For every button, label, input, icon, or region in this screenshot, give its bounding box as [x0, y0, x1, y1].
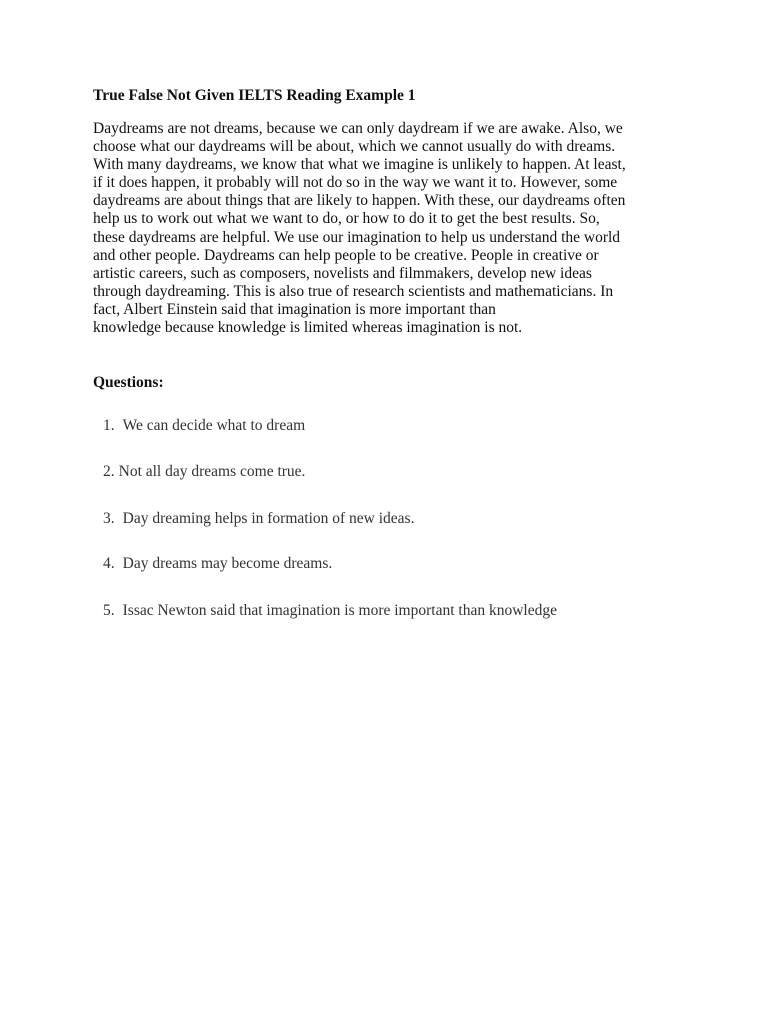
questions-heading: Questions: — [93, 374, 164, 391]
question-item — [103, 417, 305, 435]
passage-line: help us to work out what we want to do, or how to do it to get the best results. So, — [93, 210, 600, 228]
passage-line: Daydreams are not dreams, because we can only daydream if we are awake. Also, we — [93, 120, 623, 137]
question-number: 3. — [103, 510, 115, 527]
question-item — [103, 463, 305, 481]
passage-line: With many daydreams, we know that what we imagine is unlikely to happen. At least, — [93, 156, 626, 174]
question-item — [103, 510, 414, 528]
passage-line: artistic careers, such as composers, novelists and filmmakers, develop new ideas — [93, 264, 592, 282]
reading-passage — [93, 120, 683, 337]
question-item — [103, 555, 332, 573]
question-item — [103, 602, 557, 620]
passage-line: and other people. Daydreams can help people to be creative. People in creative or — [93, 246, 599, 264]
passage-line: these daydreams are helpful. We use our imagination to help us understand the world — [93, 228, 621, 246]
passage-line: knowledge because knowledge is limited whereas imagination is not. — [93, 319, 523, 337]
question-number: 5. — [103, 602, 115, 619]
passage-line: daydreams are about things that are likely to happen. With these, our daydreams often — [93, 192, 626, 210]
passage-line: through daydreaming. This is also true of research scientists and mathematicians. In — [93, 282, 614, 300]
question-number: 1. — [103, 417, 115, 434]
document-title: True False Not Given IELTS Reading Example 1 — [93, 87, 416, 104]
question-number: 2. — [103, 463, 115, 480]
question-text: We can decide what to dream — [122, 417, 306, 434]
question-text: Issac Newton said that imagination is more important than knowledge — [122, 602, 557, 619]
passage-line: choose what our daydreams will be about, which we cannot usually do with dreams. — [93, 138, 616, 156]
question-text: Day dreams may become dreams. — [122, 555, 333, 572]
question-text: Not all day dreams come true. — [118, 463, 306, 480]
passage-line: fact, Albert Einstein said that imagination is more important than — [93, 300, 496, 318]
passage-line: if it does happen, it probably will not do so in the way we want it to. However, some — [93, 174, 618, 192]
question-number: 4. — [103, 555, 115, 572]
question-text: Day dreaming helps in formation of new ideas. — [122, 510, 415, 527]
